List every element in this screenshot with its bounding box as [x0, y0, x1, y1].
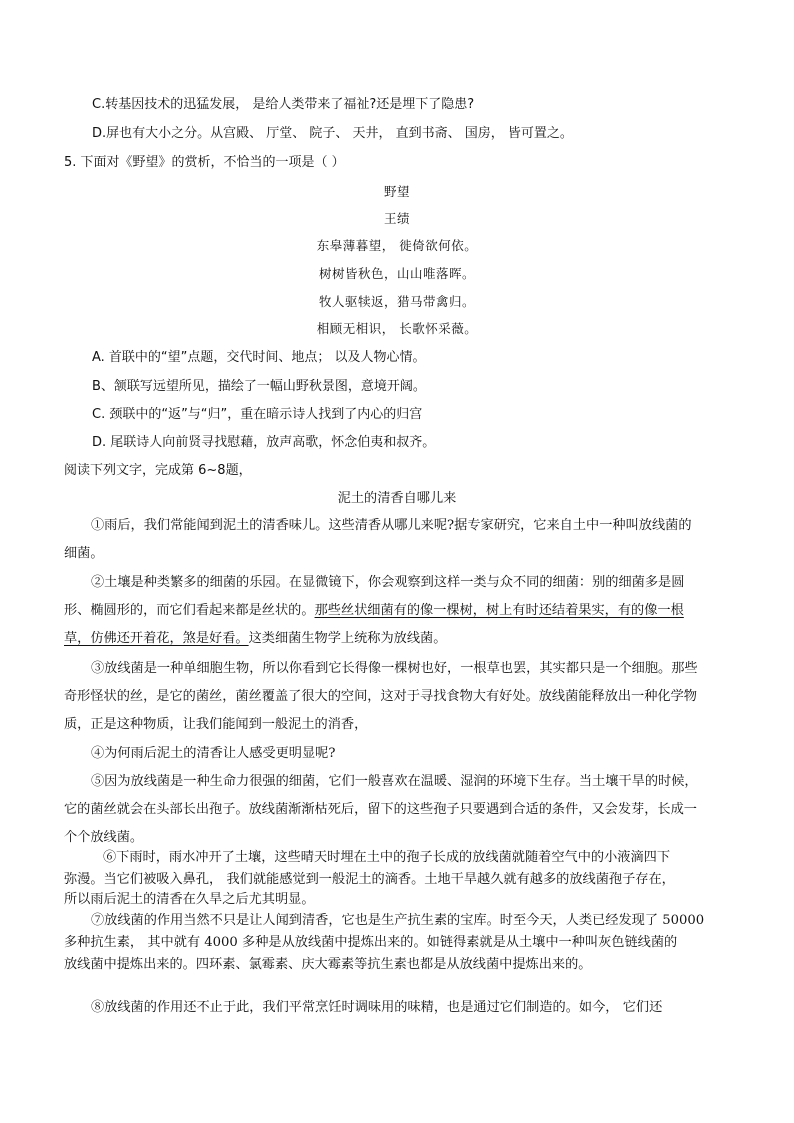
underlined-sentence: 那些丝状细菌有的像一棵树，树上有时还结着果实，有的像一根: [314, 603, 684, 618]
article-title: 泥土的清香自哪儿来: [337, 491, 457, 506]
prev-option-d: D.屏也有大小之分。从宫殿、 厅堂、 院子、 天井， 直到书斋、 国房， 皆可置之。: [92, 126, 573, 141]
prev-option-c: C.转基因技术的迅猛发展， 是给人类带来了福祉?还是埋下了隐患?: [92, 97, 475, 112]
poem-line: 树树皆秋色，山山唯落晖。: [318, 266, 475, 281]
question-5-option-b: B、颔联写远望所见，描绘了一幅山野秋景图，意境开阔。: [92, 379, 426, 394]
poem-line: 相顾无相识， 长歌怀采薇。: [316, 321, 478, 336]
question-5-option-c: C. 颈联中的“返”与“归”，重在暗示诗人找到了内心的归宫: [92, 407, 423, 422]
question-5-option-d: D. 尾联诗人向前贤寻找慰藉，放声高歌，怀念伯夷和叔齐。: [92, 435, 436, 450]
poem-title: 野望: [383, 184, 410, 199]
underlined-sentence: 草，仿佛还开着花，煞是好看。: [64, 631, 249, 646]
reading-instruction: 阅读下列文字，完成第 6~8题，: [64, 463, 252, 478]
poem-line: 东皋薄暮望， 徙倚欲何依。: [316, 238, 478, 253]
question-5-stem: 5. 下面对《野望》的赏析，不恰当的一项是（ ）: [64, 155, 345, 170]
paragraph-8: ⑧放线菌的作用还不止于此，我们平常烹饪时调味用的味精，也是通过它们制造的。如今， 它们还: [91, 1000, 663, 1015]
question-5-option-a: A. 首联中的“望”点题，交代时间、地点； 以及人物心情。: [92, 350, 426, 365]
poem-author: 王绩: [383, 211, 410, 226]
paragraph-4: ④为何雨后泥土的清香让人感受更明显呢?: [91, 746, 336, 761]
poem-line: 牧人驱犊返，猎马带禽归。: [318, 294, 475, 309]
